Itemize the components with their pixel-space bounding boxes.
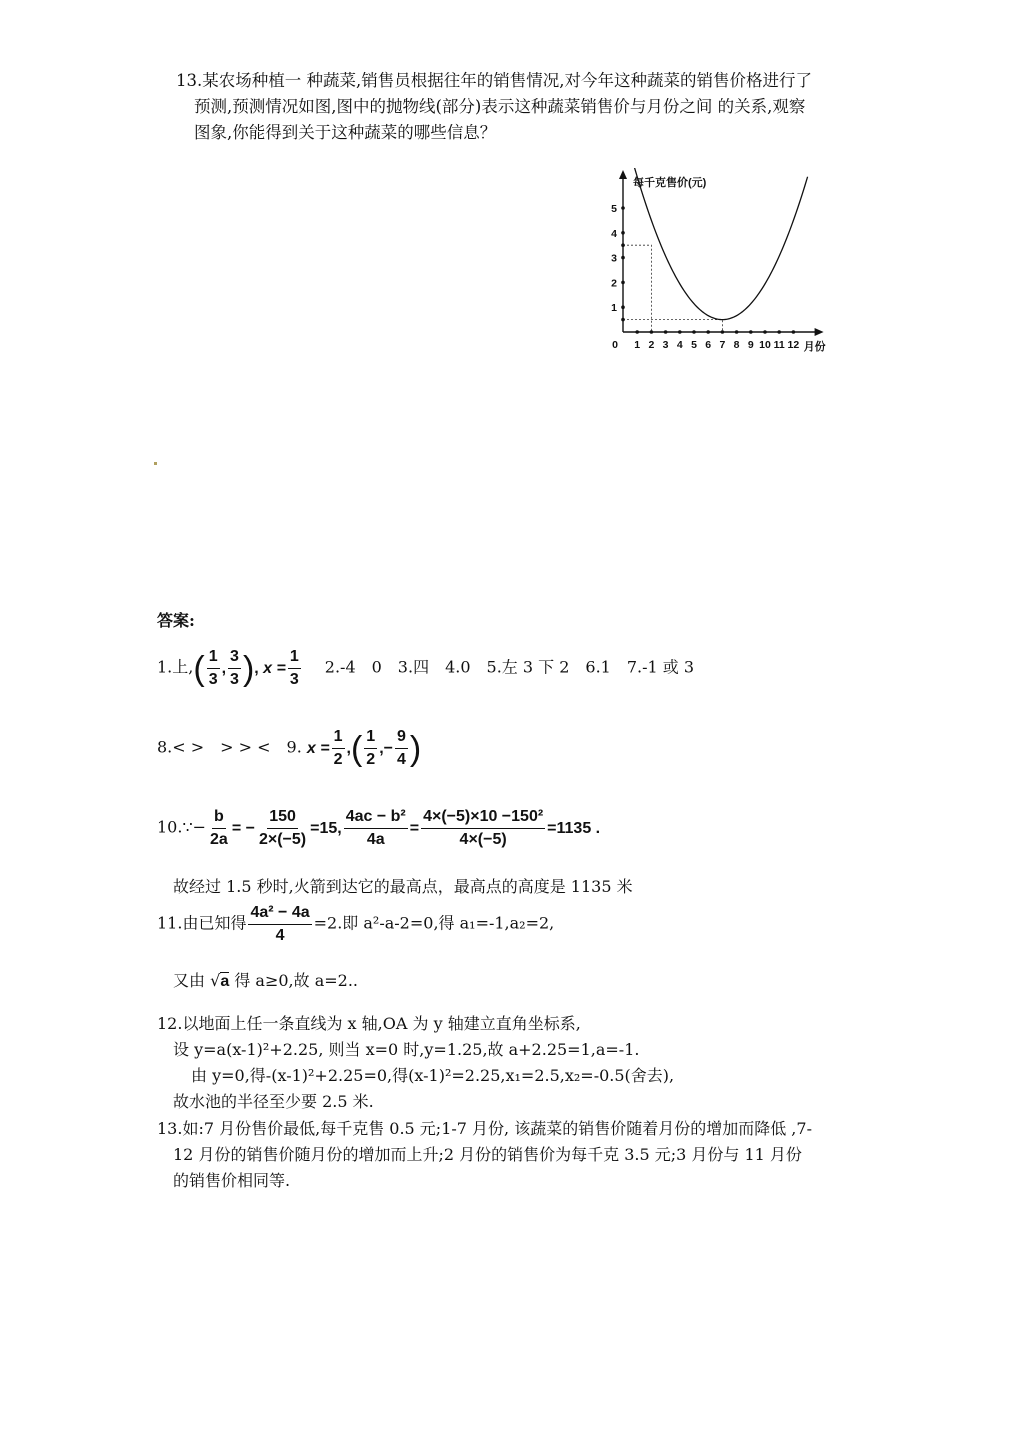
answer-13-line-2: 12 月份的销售价随月份的增加而上升;2 月份的销售价为每千克 3.5 元;3 月份与 11 月份 <box>173 1145 802 1164</box>
answer-1: 1.上,( $\frac{1}{3}$ , $\frac{3}{3}$ ), x = $\frac{1}{3}$ 2.-4 0 3.四 4.0 5.左 3 下 2 6.1 7.-1 或 3 <box>157 646 694 691</box>
answer-13-line-3: 的销售价相同等. <box>173 1171 291 1190</box>
y-tick-label: 5 <box>611 203 617 215</box>
frac-den: 2 <box>333 751 343 768</box>
frac-den: 4 <box>397 751 406 768</box>
frac-num: 150 <box>267 806 298 829</box>
answer-10 <box>157 806 600 851</box>
x-tick-dot <box>678 330 682 334</box>
x-equation: x = <box>263 659 286 677</box>
answer-10-prefix: 10.∵− <box>157 817 207 837</box>
x-tick-dot <box>664 330 668 334</box>
frac-num: 1 <box>364 726 377 749</box>
answers-heading: 答案: <box>157 611 195 630</box>
frac-num: 9 <box>395 726 408 749</box>
x-tick-label: 3 <box>662 339 669 351</box>
answer-11 <box>157 902 554 947</box>
answer-12-line-2: 设 y=a(x-1)²+2.25, 则当 x=0 时,y=1.25,故 a+2.25=1,a=-1. <box>173 1040 640 1059</box>
answer-11-prefix: 11.由已知得 <box>157 913 247 933</box>
frac-den: 2×(−5) <box>258 831 307 848</box>
x-tick-label: 11 <box>773 339 785 351</box>
question-13-line-2: 预测,预测情况如图,图中的抛物线(部分)表示这种蔬菜销售价与月份之间 的关系,观察 <box>194 97 806 116</box>
x-tick-dot <box>763 330 767 334</box>
x-tick-label: 2 <box>648 339 655 351</box>
y-axis-label: 每千克售价(元) <box>633 177 707 189</box>
x-equation: x = <box>306 739 330 757</box>
answer-12-line-4: 故水池的半径至少要 2.5 米. <box>173 1092 374 1111</box>
y-tick-label: 2 <box>611 277 617 290</box>
answer-11b-pre: 又由 <box>173 971 206 990</box>
x-tick-label: 8 <box>733 339 740 351</box>
y-tick-label: 1 <box>611 302 617 315</box>
answer-8-9: 8.< > > > < 9. x = $\frac{1}{2}$ ,( $\frac{1}{2}$ ,− $\frac{9}{4}$ ) <box>157 726 421 771</box>
x-tick-dot <box>792 330 796 334</box>
y-tick-dot <box>621 281 625 285</box>
x-tick-label: 6 <box>705 339 712 351</box>
frac-den: 3 <box>230 671 239 688</box>
equals: = − <box>231 819 255 837</box>
frac-den: 2a <box>210 831 228 848</box>
question-13-line-3: 图象,你能得到关于这种蔬菜的哪些信息？ <box>194 123 497 142</box>
frac-den: 3 <box>208 671 218 688</box>
answer-12-line-3: 由 y=0,得-(x-1)²+2.25=0,得(x-1)²=2.25,x₁=2.5,x₂=-0.5(舍去), <box>191 1066 675 1085</box>
sqrt-radicand: a <box>220 973 230 990</box>
answer-10-result: =1135 . <box>547 819 601 837</box>
answer-8-text: 8.< > > > < 9. <box>157 737 302 757</box>
x-tick-label: 9 <box>747 339 754 351</box>
equals: = <box>409 819 420 837</box>
answer-11-rest: =2.即 a²-a-2=0,得 a₁=-1,a₂=2, <box>313 913 555 933</box>
question-13-line-1: 13.某农场种植一 种蔬菜,销售员根据往年的销售情况,对今年这种蔬菜的销售价格进行了 <box>176 71 812 90</box>
x-tick-label: 7 <box>719 339 726 351</box>
x-tick-dot <box>635 330 639 334</box>
y-tick-label: 4 <box>611 227 617 240</box>
answer-11b-post: 得 a≥0,故 a=2.. <box>234 971 358 990</box>
frac-den: 3 <box>289 671 299 688</box>
x-tick-label: 5 <box>691 339 697 351</box>
frac-num: 1 <box>207 646 220 669</box>
x-tick-dot <box>692 330 696 334</box>
x-tick-label: 0 <box>612 339 618 351</box>
x-tick-dot <box>749 330 753 334</box>
frac-num: 4ac − b² <box>344 806 408 829</box>
stray-dot <box>154 462 157 465</box>
answer-10-conclusion: 故经过 1.5 秒时,火箭到达它的最高点，最高点的高度是 1135 米 <box>173 877 633 896</box>
answer-1-rest: 2.-4 0 3.四 4.0 5.左 3 下 2 6.1 7.-1 或 3 <box>324 657 695 677</box>
sqrt-symbol: √ <box>210 971 221 990</box>
frac-den: 4×(−5) <box>459 831 507 848</box>
frac-num: 4×(−5)×10 −150² <box>421 806 545 829</box>
x-tick-dot <box>706 330 710 334</box>
guide-dot <box>621 318 625 322</box>
x-axis-label: 月份 <box>803 341 826 353</box>
guide-dot <box>621 243 625 247</box>
frac-num: 1 <box>288 646 301 669</box>
y-tick-dot <box>621 305 625 309</box>
guide-line <box>623 245 651 332</box>
x-tick-dot <box>721 330 725 334</box>
question-13 <box>176 68 812 146</box>
answer-1-prefix: 1.上, <box>157 657 194 677</box>
guide-line <box>623 320 722 332</box>
frac-den: 4a <box>366 831 385 848</box>
y-tick-dot <box>621 256 625 260</box>
price-curve <box>630 168 808 320</box>
x-tick-label: 12 <box>787 339 800 351</box>
x-tick-label: 4 <box>676 339 683 351</box>
x-axis-arrow <box>815 328 824 336</box>
equals: =15, <box>310 819 342 837</box>
frac-num: 4a² − 4a <box>248 902 311 925</box>
x-tick-dot <box>777 330 781 334</box>
frac-num: 1 <box>332 726 345 749</box>
x-tick-label: 10 <box>759 339 771 351</box>
answer-13-line-1: 13.如:7 月份售价最低,每千克售 0.5 元;1-7 月份, 该蔬菜的销售价随着月份的增加而降低 ,7- <box>157 1119 812 1138</box>
x-tick-dot <box>735 330 739 334</box>
y-tick-dot <box>621 231 625 235</box>
y-tick-dot <box>621 206 625 210</box>
frac-num: b <box>212 806 226 829</box>
frac-num: 3 <box>228 646 241 669</box>
price-chart <box>605 168 845 358</box>
answer-12-line-1: 12.以地面上任一条直线为 x 轴,OA 为 y 轴建立直角坐标系, <box>157 1014 581 1033</box>
y-axis-arrow <box>619 170 627 179</box>
minus-sign: − <box>383 739 393 757</box>
frac-den: 4 <box>275 927 285 944</box>
frac-den: 2 <box>366 751 376 768</box>
answer-11-conclusion <box>173 968 358 991</box>
y-tick-label: 3 <box>611 252 617 265</box>
x-tick-label: 1 <box>634 339 641 351</box>
